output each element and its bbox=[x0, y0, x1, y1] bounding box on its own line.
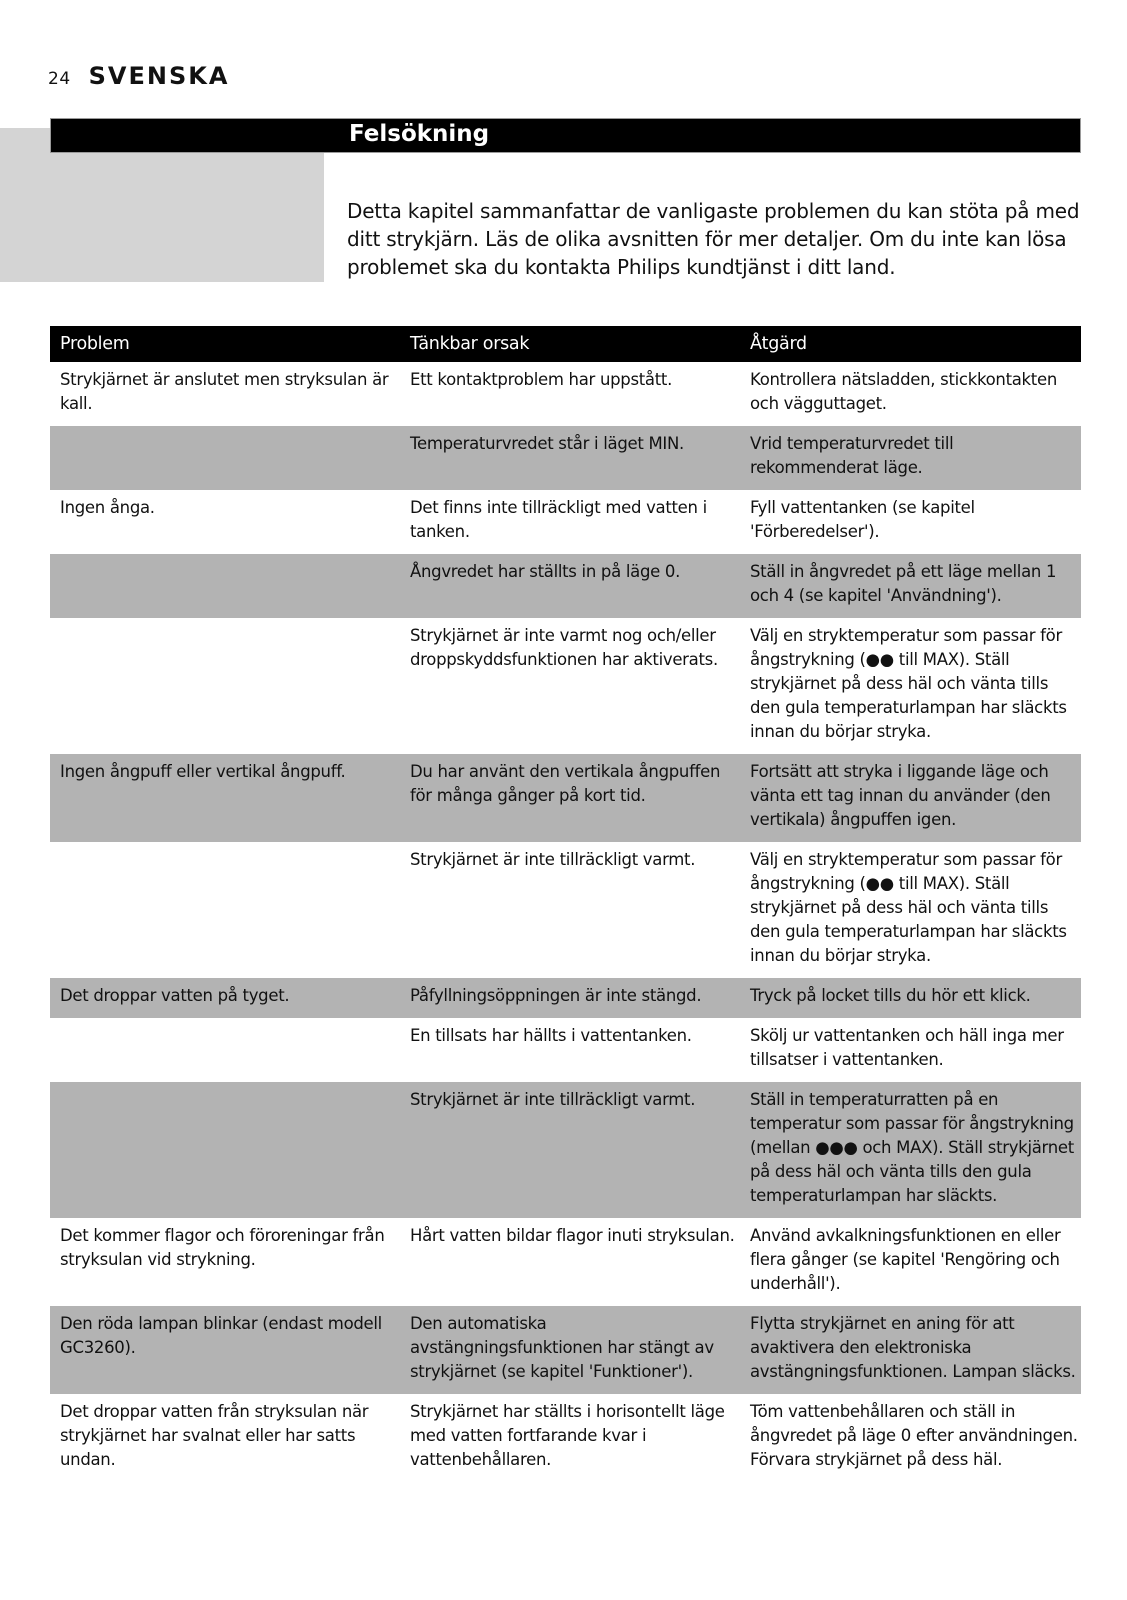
action-cell: Töm vattenbehållaren och ställ in ångvredet på läge 0 efter användningen. Förvara strykjärnet på dess häl. bbox=[750, 1402, 1078, 1469]
action-cell: Ställ in ångvredet på ett läge mellan 1 och 4 (se kapitel 'Användning'). bbox=[740, 554, 1081, 618]
cause-cell: Den automatiska avstängningsfunktionen har stängt av strykjärnet (se kapitel 'Funktioner'). bbox=[400, 1306, 740, 1394]
cause-cell: Ångvredet har ställts in på läge 0. bbox=[400, 554, 740, 618]
table-row bbox=[50, 1218, 1081, 1306]
table-row bbox=[50, 362, 1081, 426]
cause-cell: Påfyllningsöppningen är inte stängd. bbox=[400, 978, 740, 1018]
action-cell: Tryck på locket tills du hör ett klick. bbox=[740, 978, 1081, 1018]
problem-cell: Det droppar vatten på tyget. bbox=[50, 978, 400, 1018]
problem-cell bbox=[50, 1082, 400, 1218]
table-row bbox=[50, 842, 1081, 978]
cause-cell: Strykjärnet är inte varmt nog och/eller droppskyddsfunktionen har aktiverats. bbox=[410, 626, 718, 669]
action-cell: Vrid temperaturvredet till rekommenderat läge. bbox=[740, 426, 1081, 490]
table-row bbox=[50, 754, 1081, 842]
table-row bbox=[50, 1306, 1081, 1394]
cause-cell: Det finns inte tillräckligt med vatten i tanken. bbox=[410, 498, 707, 541]
action-cell: Välj en stryktemperatur som passar för ångstrykning (●● till MAX). Ställ strykjärnet på dess häl och vänta tills den gula temperaturlampan har släckts innan du börjar stryka. bbox=[750, 850, 1067, 965]
problem-cell: Det kommer flagor och föroreningar från stryksulan vid strykning. bbox=[60, 1226, 385, 1269]
problem-cell: Strykjärnet är anslutet men stryksulan är kall. bbox=[60, 370, 389, 413]
problem-cell bbox=[50, 842, 400, 978]
cause-cell: Strykjärnet är inte tillräckligt varmt. bbox=[400, 1082, 740, 1218]
troubleshooting-table bbox=[50, 326, 1081, 1482]
problem-cell bbox=[50, 554, 400, 618]
action-cell: Välj en stryktemperatur som passar för ångstrykning (●● till MAX). Ställ strykjärnet på dess häl och vänta tills den gula temperaturlampan har släckts innan du börjar stryka. bbox=[750, 626, 1067, 741]
problem-cell: Den röda lampan blinkar (endast modell GC3260). bbox=[50, 1306, 400, 1394]
section-title: Felsökning bbox=[349, 121, 490, 147]
cause-cell: Temperaturvredet står i läget MIN. bbox=[400, 426, 740, 490]
cause-cell: Hårt vatten bildar flagor inuti stryksulan. bbox=[410, 1226, 735, 1245]
table-row bbox=[50, 618, 1081, 754]
problem-cell bbox=[50, 1018, 400, 1082]
table-row bbox=[50, 554, 1081, 618]
cause-cell: Strykjärnet är inte tillräckligt varmt. bbox=[410, 850, 696, 869]
action-cell: Flytta strykjärnet en aning för att avaktivera den elektroniska avstängningsfunktionen. Lampan släcks. bbox=[740, 1306, 1081, 1394]
header-cause: Tänkbar orsak bbox=[400, 326, 740, 362]
page-number: 24 bbox=[48, 69, 71, 89]
cause-cell: En tillsats har hällts i vattentanken. bbox=[410, 1026, 692, 1045]
page-language: SVENSKA bbox=[88, 62, 230, 90]
action-cell: Ställ in temperaturratten på en temperatur som passar för ångstrykning (mellan ●●● och MAX). Ställ strykjärnet på dess häl och vänta tills den gula temperaturlampan har släckts. bbox=[740, 1082, 1081, 1218]
table-body bbox=[50, 362, 1081, 1482]
action-cell: Skölj ur vattentanken och häll inga mer tillsatser i vattentanken. bbox=[750, 1026, 1064, 1069]
action-cell: Använd avkalkningsfunktionen en eller flera gånger (se kapitel 'Rengöring och underhåll'). bbox=[750, 1226, 1061, 1293]
intro-paragraph: Detta kapitel sammanfattar de vanligaste problemen du kan stöta på med ditt strykjärn. Läs de olika avsnitten för mer detaljer. Om du inte kan lösa problemet ska du kontakta Philips kundtjänst i ditt land. bbox=[347, 199, 1080, 279]
header-action: Åtgärd bbox=[740, 326, 1081, 362]
table-row bbox=[50, 1082, 1081, 1218]
table-row bbox=[50, 490, 1081, 554]
action-cell: Fyll vattentanken (se kapitel 'Förberedelser'). bbox=[750, 498, 975, 541]
table-header-row bbox=[50, 326, 1081, 362]
problem-cell: Det droppar vatten från stryksulan när strykjärnet har svalnat eller har satts undan. bbox=[60, 1402, 369, 1469]
page-header bbox=[48, 62, 229, 92]
cause-cell: Du har använt den vertikala ångpuffen för många gånger på kort tid. bbox=[400, 754, 740, 842]
cause-cell: Ett kontaktproblem har uppstått. bbox=[410, 370, 673, 389]
action-cell: Fortsätt att stryka i liggande läge och vänta ett tag innan du använder (den vertikala) ångpuffen igen. bbox=[740, 754, 1081, 842]
table-row bbox=[50, 426, 1081, 490]
table-row bbox=[50, 1394, 1081, 1482]
problem-cell bbox=[50, 618, 400, 754]
problem-cell bbox=[50, 426, 400, 490]
problem-cell: Ingen ånga. bbox=[60, 498, 155, 517]
problem-cell: Ingen ångpuff eller vertikal ångpuff. bbox=[50, 754, 400, 842]
header-problem: Problem bbox=[50, 326, 400, 362]
cause-cell: Strykjärnet har ställts i horisontellt läge med vatten fortfarande kvar i vattenbehållaren. bbox=[410, 1402, 725, 1469]
table-row bbox=[50, 978, 1081, 1018]
action-cell: Kontrollera nätsladden, stickkontakten och vägguttaget. bbox=[750, 370, 1057, 413]
table-row bbox=[50, 1018, 1081, 1082]
section-title-bar bbox=[50, 118, 1081, 153]
